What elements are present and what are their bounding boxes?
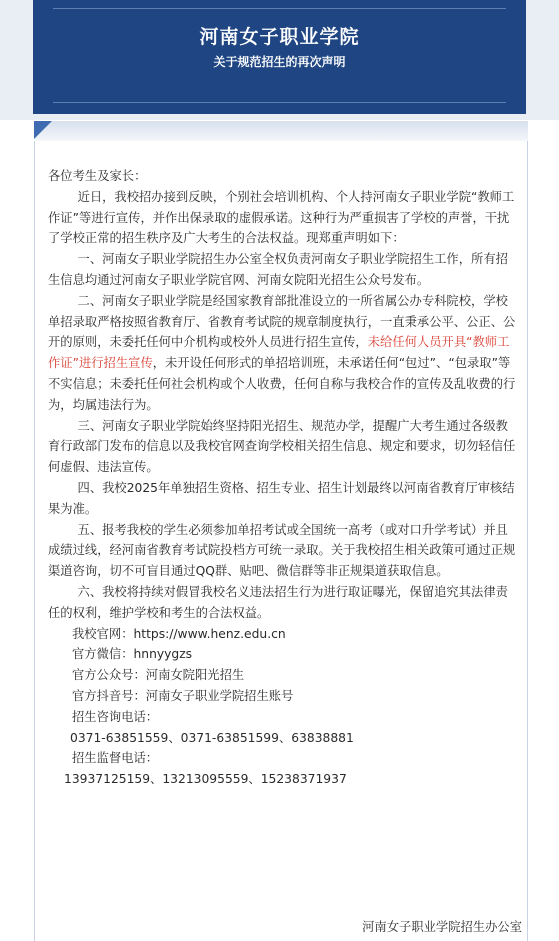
content-top-bar	[34, 121, 528, 141]
paragraph-4: 四、我校2025年单独招生资格、招生专业、招生计划最终以河南省教育厅审核结果为准。	[48, 480, 515, 516]
contact-wechat: 官方微信：hnnyygzs	[72, 647, 193, 662]
header-rule-top	[53, 8, 506, 9]
paragraph-intro: 近日，我校招办接到反映，个别社会培训机构、个人持河南女子职业学院“教师工作证”等进行宣传，并作出保录取的虚假承诺。这种行为严重损害了学校的声誉，干扰了学校正常的招生秩序及广大考生的合法权益。现郑重声明如下：	[48, 189, 515, 246]
paragraph-5: 五、报考我校的学生必须参加单招考试或全国统一高考（或对口升学考试）并且成绩过线，经河南省教育考试院投档方可统一录取。关于我校招生相关政策可通过正规渠道咨询，切不可盲目通过QQ群、贴吧、微信群等非正规渠道获取信息。	[48, 522, 516, 579]
paragraph-2	[48, 291, 518, 416]
paragraph-6: 六、我校将持续对假冒我校名义违法招生行为进行取证曝光，保留追究其法律责任的权利，维护学校和考生的合法权益。	[48, 584, 508, 620]
announcement-body	[48, 166, 518, 790]
page-header	[33, 0, 526, 114]
consult-phone-label: 招生咨询电话：	[72, 709, 159, 724]
paragraph-1: 一、河南女子职业学院招生办公室全权负责河南女子职业学院招生工作，所有招生信息均通过河南女子职业学院官网、河南女院阳光招生公众号发布。	[48, 252, 508, 287]
contact-official-account: 官方公众号：河南女院阳光招生	[72, 668, 245, 683]
contact-douyin: 官方抖音号：河南女子职业学院招生账号	[72, 688, 294, 703]
paragraph-3: 三、河南女子职业学院始终坚持阳光招生、规范办学，提醒广大考生通过各级教育行政部门发布的信息以及我校官网查询学校相关招生信息、规定和要求，切勿轻信任何虚假、违法宣传。	[48, 418, 516, 475]
signature: 河南女子职业学院招生办公室	[362, 920, 522, 934]
contact-website: 我校官网：https://www.henz.edu.cn	[72, 626, 286, 641]
corner-triangle-decoration	[34, 121, 52, 139]
consult-phone-numbers: 0371-63851559、0371-63851599、63838881	[70, 730, 354, 745]
page-title: 河南女子职业学院	[199, 26, 360, 48]
page-subtitle: 关于规范招生的再次声明	[213, 55, 346, 69]
paragraph-2-part-b: ，未开设任何形式的单招培训班，未承诺任何“包过”、“包录取”等不实信息；未委托任何社会机构或个人收费，任何自称与我校合作的宣传及乱收费的行为，均属违法行为。	[48, 356, 516, 412]
greeting: 各位考生及家长：	[48, 169, 147, 183]
header-rule-bottom	[53, 102, 506, 103]
supervise-phone-numbers: 13937125159、13213095559、15238371937	[64, 772, 347, 787]
paragraph-2-highlight: 未给任何人员开具“教师工作证”进行招生宣传	[48, 335, 510, 371]
paragraph-2-part-a: 二、河南女子职业学院是经国家教育部批准设立的一所省属公办专科院校，学校单招录取严格按照省教育厅、省教育考试院的规章制度执行，一直秉承公平、公正、公开的原则，未委托任何中介机构或校外人员进行招生宣传，	[48, 293, 516, 350]
supervise-phone-label: 招生监督电话：	[72, 751, 159, 766]
